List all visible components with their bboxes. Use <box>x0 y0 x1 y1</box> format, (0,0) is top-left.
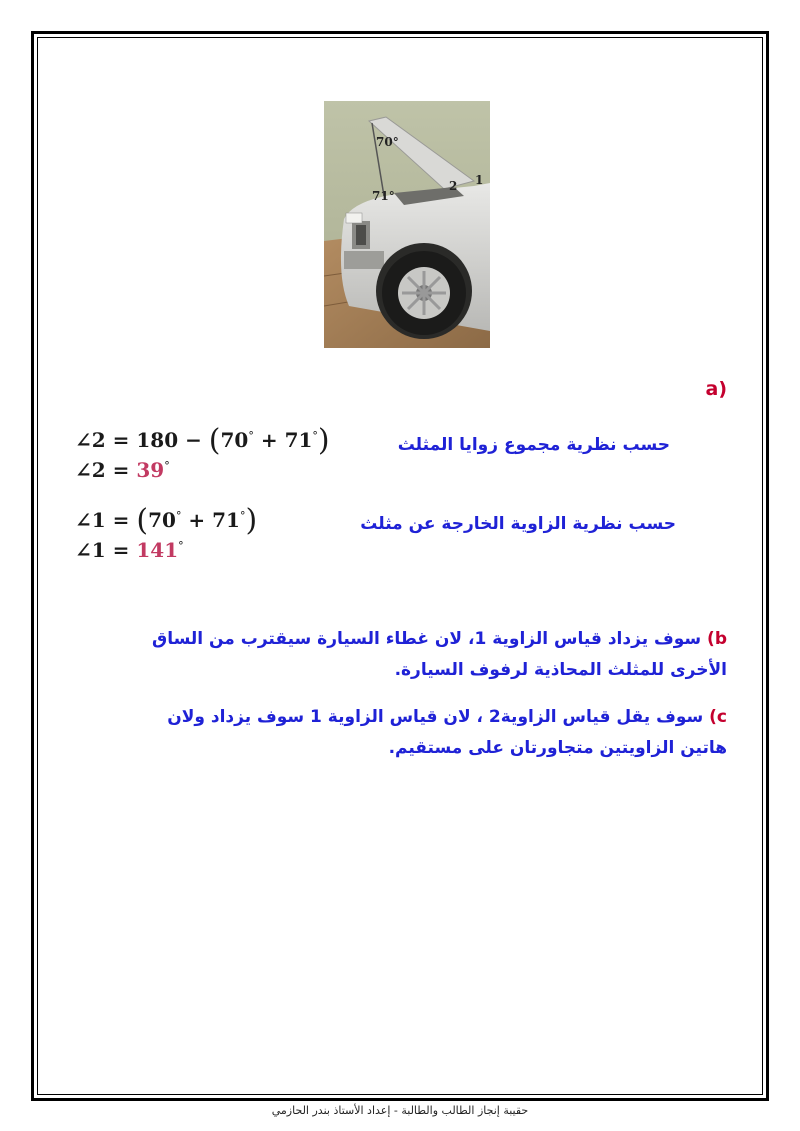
photo-label-angle-2: 2 <box>449 179 458 193</box>
theorem-exterior-angle: حسب نظرية الزاوية الخارجة عن مثلث <box>360 514 676 534</box>
equation-angle2-result: ∠2 = 39° <box>75 458 170 482</box>
equation-angle1-result: ∠1 = 141° <box>75 538 184 562</box>
eq-angle1-value: 141 <box>136 538 179 562</box>
eq-angle1-lhs: ∠1 = <box>75 508 130 532</box>
part-c-label: c) <box>709 707 727 727</box>
part-a-label: (a <box>705 378 727 400</box>
eq-angle1-b: 71 <box>212 508 240 532</box>
eq-angle2-b: 71 <box>284 428 313 452</box>
photo-label-angle-1: 1 <box>475 173 484 187</box>
part-b-label: b) <box>707 629 727 649</box>
part-c-text: سوف يقل قياس الزاوية2 ، لان قياس الزاوية 1 سوف يزداد ولان هاتين الزاويتين متجاورتان على مستقيم. <box>167 707 727 758</box>
car-illustration <box>324 101 490 348</box>
eq-angle2-lhs: ∠2 = 180 − <box>75 428 202 452</box>
part-b-answer <box>110 624 727 686</box>
eq-angle2-value: 39 <box>136 458 165 482</box>
car-hood-photo <box>324 101 490 348</box>
part-b-text: سوف يزداد قياس الزاوية 1، لان غطاء السيارة سيقترب من الساق الأخرى للمثلث المحاذية لرفوف السيارة. <box>152 629 727 680</box>
eq-angle1-a: 70 <box>148 508 176 532</box>
page-footer: حقيبة إنجاز الطالب والطالبة - إعداد الأستاذ بندر الحازمي <box>271 1104 529 1117</box>
equation-angle2-sum: ∠2 = 180 − (70° + 71°) <box>75 423 330 458</box>
eq-angle2-result-lhs: ∠2 = <box>75 458 130 482</box>
photo-label-70: 70° <box>376 135 399 149</box>
equation-angle1-sum: ∠1 = (70° + 71°) <box>75 503 258 538</box>
eq-angle1-result-lhs: ∠1 = <box>75 538 130 562</box>
part-c-answer <box>130 702 727 764</box>
theorem-triangle-sum: حسب نظرية مجموع زوايا المثلث <box>397 435 670 455</box>
photo-label-71: 71° <box>372 189 395 203</box>
eq-angle2-a: 70 <box>220 428 249 452</box>
